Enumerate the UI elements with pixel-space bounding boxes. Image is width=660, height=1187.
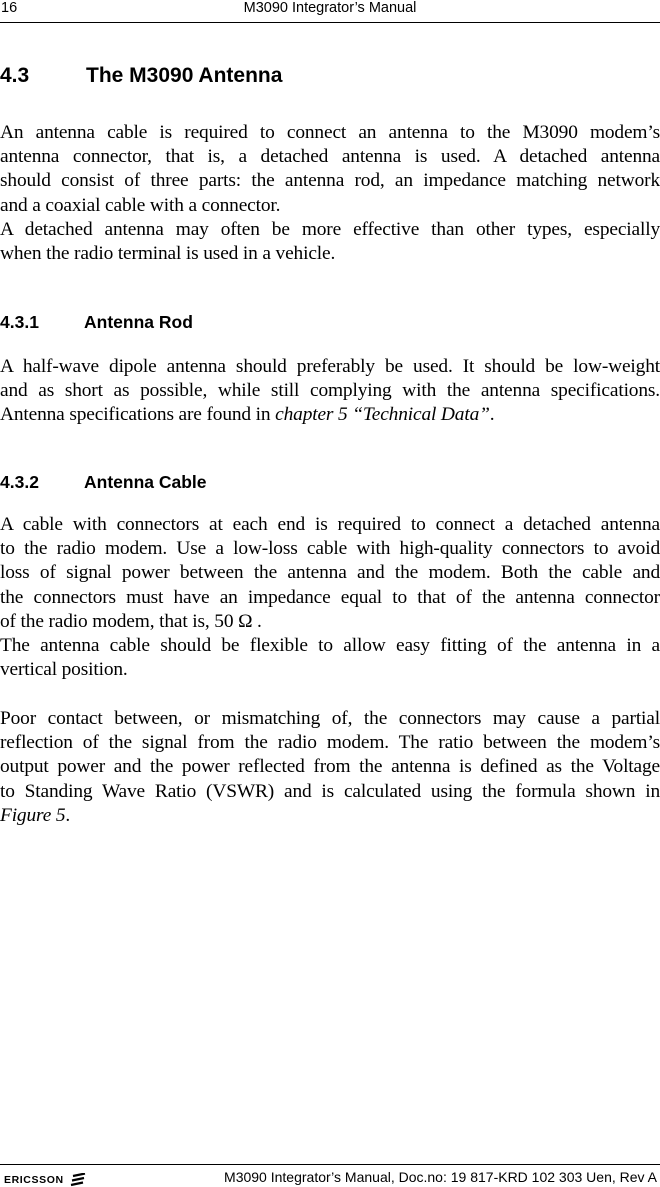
text-line: A half-wave dipole antenna should preferably be used. It should be low-weight <box>0 356 660 377</box>
ericsson-logo <box>4 1173 88 1187</box>
reference-suffix: . <box>489 404 495 426</box>
text-line: should consist of three parts: the antenna rod, an impedance matching network <box>0 170 660 192</box>
text-line: to Standing Wave Ratio (VSWR) and is calculated using the formula shown in <box>0 780 660 802</box>
text-line <box>0 804 660 828</box>
text-line: loss of signal power between the antenna and the modem. Both the cable and <box>0 562 660 584</box>
text-line: to the radio modem. Use a low-loss cable with high-quality connectors to avoid <box>0 538 660 560</box>
page-footer <box>0 1164 660 1187</box>
footer-doc-info: M3090 Integrator’s Manual, Doc.no: 19 817-KRD 102 303 Uen, Rev A <box>224 1169 657 1185</box>
running-title: M3090 Integrator’s Manual <box>243 0 417 16</box>
section-title: The M3090 Antenna <box>86 64 283 87</box>
ericsson-logo-icon <box>70 1173 88 1187</box>
vswr-paragraph <box>0 707 660 828</box>
text-line: A cable with connectors at each end is required to connect a detached antenna <box>0 514 660 535</box>
reference-prefix: Antenna specifications are found in <box>0 404 276 426</box>
text-line: the connectors must have an impedance equal to that of the antenna connector <box>0 586 660 608</box>
logo-wordmark: ERICSSON <box>4 1174 64 1186</box>
subsection-title: Antenna Cable <box>84 472 207 492</box>
text-line: An antenna cable is required to connect an antenna to the M3090 modem’s <box>0 122 660 143</box>
page-number: 16 <box>1 0 18 16</box>
section-heading <box>0 64 282 88</box>
text-line: and a coaxial cable with a connector. <box>0 194 281 216</box>
subsection-heading-antenna-cable <box>0 472 207 493</box>
text-line: The antenna cable should be flexible to allow easy fitting of the antenna in a <box>0 635 660 657</box>
chapter-reference-link[interactable]: chapter 5 “Technical Data” <box>275 404 490 426</box>
text-line: when the radio terminal is used in a vehicle. <box>0 243 336 265</box>
text-line: output power and the power reflected from the antenna is defined as the Voltage <box>0 756 660 778</box>
text-line: reflection of the signal from the radio modem. The ratio between the modem’s <box>0 732 660 754</box>
figure-reference-link[interactable]: Figure 5 <box>0 804 66 826</box>
text-line: and as short as possible, while still complying with the antenna specifications. <box>0 380 660 402</box>
section-number: 4.3 <box>0 64 30 87</box>
text-line: Poor contact between, or mismatching of, the connectors may cause a partial <box>0 708 660 729</box>
page-header <box>0 0 660 23</box>
section-intro-paragraph <box>0 121 660 266</box>
antenna-cable-paragraph <box>0 513 660 682</box>
text-line: A detached antenna may often be more effective than other types, especially <box>0 218 660 240</box>
text-line <box>0 403 660 427</box>
subsection-number: 4.3.2 <box>0 472 39 492</box>
subsection-title: Antenna Rod <box>84 312 193 332</box>
text-line: vertical position. <box>0 659 128 681</box>
text-line: antenna connector, that is, a detached antenna is used. A detached antenna <box>0 146 660 168</box>
text-line: of the radio modem, that is, 50 Ω . <box>0 610 262 632</box>
antenna-rod-paragraph <box>0 355 660 428</box>
subsection-heading-antenna-rod <box>0 312 193 333</box>
reference-suffix: . <box>65 804 71 826</box>
subsection-number: 4.3.1 <box>0 312 39 332</box>
